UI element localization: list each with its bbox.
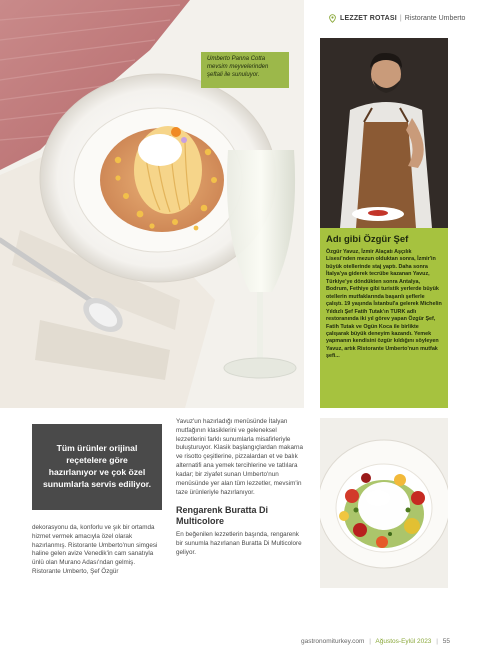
page-footer [301, 638, 450, 645]
article-subheading: Rengarenk Buratta Di Multicolore [176, 505, 269, 527]
chef-sidebar [320, 38, 448, 408]
footer-issue: Ağustos-Eylül 2023 [375, 638, 432, 645]
pull-quote-text: Tüm ürünler orijinal reçetelere göre hazırlanıyor ve çok özel sunumlarla servis ediliyor. [43, 443, 151, 489]
section-route-label: LEZZET ROTASI [340, 15, 397, 22]
location-pin-icon [328, 14, 337, 23]
page-number: 55 [442, 638, 450, 645]
article-column-left: dekorasyonu da, konforlu ve şık bir ortamda hizmet vermek amacıyla özel olarak hazırlanmış. Ristorante Umberto'nun simgesi haline gelen avize Venedik'in cam sanatıyla ünlü olan Murano Adası'ndan gelmiş. Ristorante Umberto, Şef Özgür [32, 524, 158, 576]
section-subtitle: Ristorante Umberto [404, 15, 466, 22]
pull-quote-box [32, 424, 162, 510]
chef-bio: Özgür Yavuz, İzmir Alaçatı Aşçılık Lisesi'nden mezun olduktan sonra, İzmir'in büyük otellerinde staj yaptı. Daha sonra İtalya'ya giderek tecrübe kazanan Yavuz, Türkiye'ye döndükten sonra Antalya, Bodrum, Fethiye gibi turistik yerlerde büyük otellerin mutfaklarında başarılı şeflerle çalıştı. 19 yaşında İstanbul'a gelerek Michelin Yıldızlı Şef Fatih Tutak'ın TURK adlı restoranında iki yıl görev yapan Özgür Şef, Fatih Tutak ve Ogün Koca ile birlikte çalışarak büyük deneyim kazandı. Yemek yapmanın kendisini özgür kıldığını söyleyen Yavuz, artık Ristorante Umberto'nun mutfak şefi... [326, 249, 442, 360]
photo-caption: Umberto Panna Cotta mevsim meyvelerinden şeftali ile sunuluyor. [201, 52, 289, 88]
article-paragraph: Yavuz'un hazırladığı menüsünde İtalyan mutfağının klasiklerini ve geleneksel lezzetlerini farklı sunumlarla misafirleriyle buluşturuyor. Klasik başlangıçlardan makarna ve risotto çeşitlerine, pizzalardan et ve balık alternatifi ana yemek tercihlerine ve tatlılara kadar; bir ziyafet sunan Umberto'nun menüsünde yer alan tüm lezzetler, mevsim'in taze ürünleriyle hazırlanıyor. [176, 418, 304, 496]
article-paragraph: En beğenilen lezzetlerin başında, rengarenk bir sunumla hazırlanan Buratta Di Multicolore geliyor. [176, 530, 302, 556]
section-header [328, 14, 468, 23]
footer-separator: | [436, 638, 438, 645]
burrata-photo [320, 418, 448, 588]
header-separator: | [399, 15, 402, 22]
chef-heading: Adı gibi Özgür Şef [326, 234, 409, 245]
article-column-middle [176, 418, 306, 557]
footer-separator: | [369, 638, 371, 645]
chef-photo [320, 38, 448, 228]
footer-site: gastronomiturkey.com [300, 638, 365, 645]
